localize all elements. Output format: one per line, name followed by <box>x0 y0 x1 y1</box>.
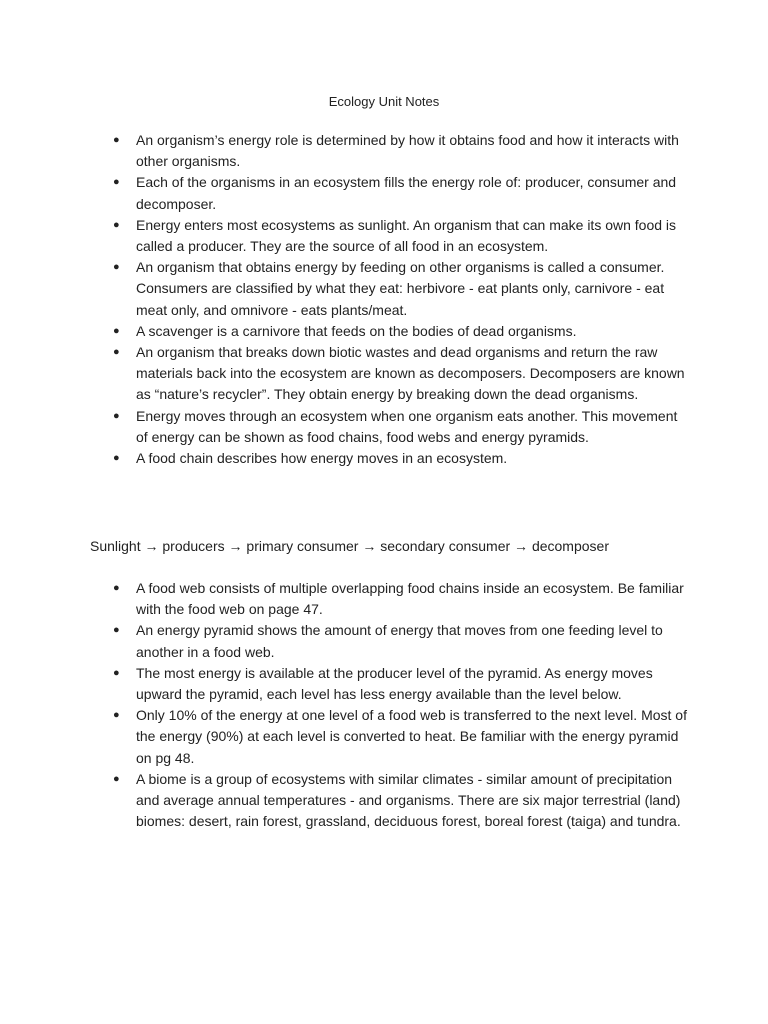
list-item <box>0 578 768 620</box>
bullet-icon: ● <box>113 176 120 189</box>
list-item-text: The most energy is available at the producer level of the pyramid. As energy moves upward the pyramid, each level has less energy available than the level below. <box>136 664 653 703</box>
list-item-text: A food web consists of multiple overlapping food chains inside an ecosystem. Be familiar with the food web on page 47. <box>136 580 684 618</box>
list-item <box>0 448 768 469</box>
list-item-text: An organism’s energy role is determined by how it obtains food and how it interacts with other organisms. <box>136 132 679 170</box>
list-item <box>0 705 768 769</box>
list-item-text: Energy moves through an ecosystem when one organism eats another. This movement of energy can be shown as food chains, food webs and energy pyramids. <box>136 407 678 445</box>
bullet-icon: ● <box>113 346 120 359</box>
list-item <box>0 215 768 257</box>
bullet-icon: ● <box>113 261 120 274</box>
food-chain-line: Sunlight → producers → primary consumer → secondary consumer → decomposer <box>90 538 609 554</box>
list-item <box>0 663 768 705</box>
list-item <box>0 342 768 406</box>
list-item-text: A biome is a group of ecosystems with similar climates - similar amount of precipitation and average annual temperatures - and organisms. There are six major terrestrial (land) biomes: desert, rain forest, grassland, deciduous forest, boreal forest (taiga) and tundra. <box>136 770 681 830</box>
notes-list-2 <box>0 578 768 832</box>
bullet-icon: ● <box>113 218 120 231</box>
list-item-text: Only 10% of the energy at one level of a food web is transferred to the next level. Most of the energy (90%) at each level is converted to heat. Be familiar with the energy pyramid on pg 48. <box>136 707 687 766</box>
list-item <box>0 321 768 342</box>
bullet-icon: ● <box>113 134 120 146</box>
bullet-icon: ● <box>113 452 120 465</box>
list-item-text: A scavenger is a carnivore that feeds on the bodies of dead organisms. <box>136 322 577 339</box>
list-item <box>0 620 768 662</box>
bullet-icon: ● <box>113 772 120 785</box>
bullet-icon: ● <box>113 582 120 594</box>
list-item-text: An energy pyramid shows the amount of energy that moves from one feeding level to another in a food web. <box>136 622 663 660</box>
page-title: Ecology Unit Notes <box>328 94 440 109</box>
list-item-text: An organism that obtains energy by feeding on other organisms is called a consumer. Consumers are classified by what they eat: herbivore - eat plants only, carnivore - eat meat only, and omnivore - eats plants/meat. <box>136 259 665 318</box>
list-item <box>0 130 768 172</box>
list-item <box>0 406 768 448</box>
list-item <box>0 172 768 214</box>
bullet-icon: ● <box>113 409 120 422</box>
bullet-icon: ● <box>113 709 120 722</box>
list-item-text: A food chain describes how energy moves in an ecosystem. <box>136 450 508 467</box>
bullet-icon: ● <box>113 324 120 337</box>
notes-list-1 <box>0 130 768 469</box>
list-item-text: Each of the organisms in an ecosystem fills the energy role of: producer, consumer and decomposer. <box>136 174 677 212</box>
list-item-text: An organism that breaks down biotic wastes and dead organisms and return the raw materials back into the ecosystem are known as decomposers. Decomposers are known as “nature’s recycler”. They obtain energy by breaking down the dead organisms. <box>136 344 685 403</box>
bullet-icon: ● <box>113 624 120 637</box>
bullet-icon: ● <box>113 666 120 679</box>
list-item <box>0 257 768 321</box>
list-item <box>0 769 768 833</box>
list-item-text: Energy enters most ecosystems as sunlight. An organism that can make its own food is called a producer. They are the source of all food in an ecosystem. <box>136 216 677 255</box>
